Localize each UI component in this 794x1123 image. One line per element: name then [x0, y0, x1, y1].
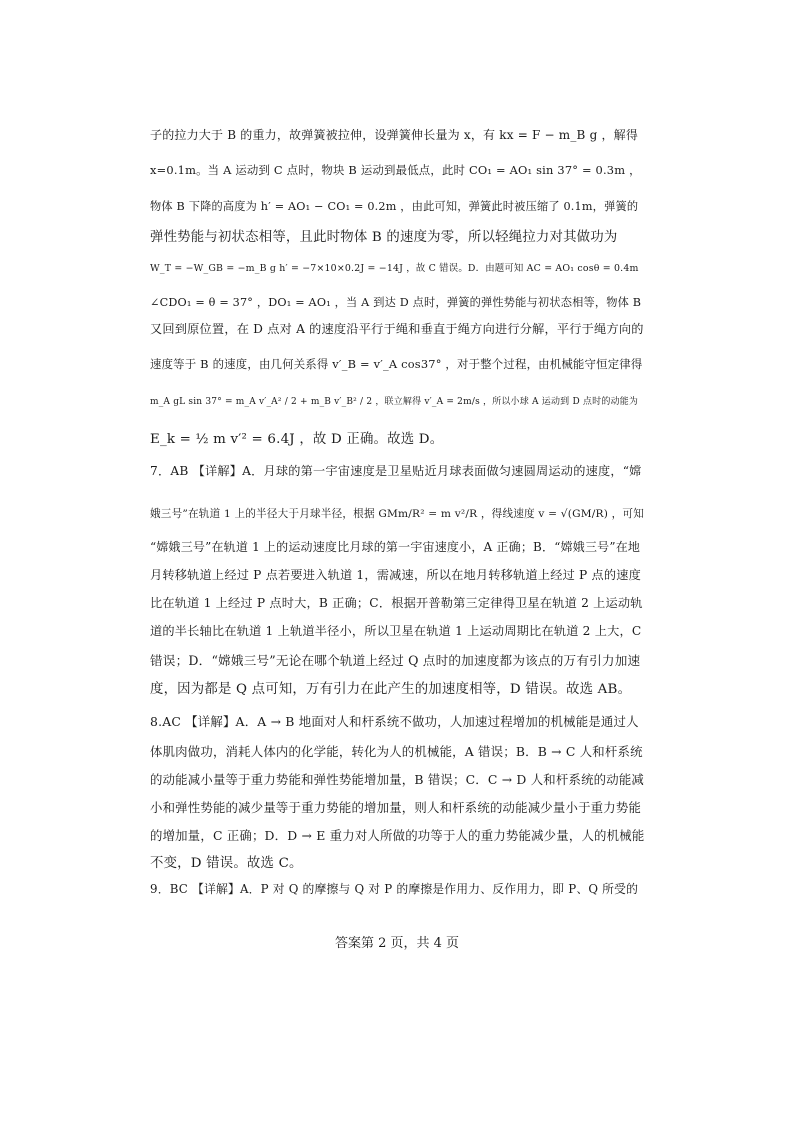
- text-line: 体肌肉做功，消耗人体内的化学能，转化为人的机械能，A 错误；B．B → C 人和杆系统: [150, 744, 643, 759]
- text-line: x=0.1m。当 A 运动到 C 点时，物块 B 运动到最低点，此时 CO₁ = AO₁ sin 37° = 0.3m ，: [150, 163, 641, 177]
- text-line: 物体 B 下降的高度为 h′ = AO₁ − CO₁ = 0.2m ，由此可知，弹簧此时被压缩了 0.1m，弹簧的: [150, 200, 639, 213]
- text-line: 度，因为都是 Q 点可知，万有引力在此产生的加速度相等，D 错误。故选 AB。: [150, 682, 632, 697]
- text-line: 8.AC 【详解】A．A → B 地面对人和杆系统不做功，人加速过程增加的机械能是通过人: [150, 714, 639, 729]
- text-line: 的增加量，C 正确；D．D → E 重力对人所做的功等于人的重力势能减少量，人的机械能: [150, 828, 645, 843]
- text-line: 9．BC 【详解】A．P 对 Q 的摩擦与 Q 对 P 的摩擦是作用力、反作用力，即 P、Q 所受的: [150, 882, 639, 896]
- text-line: 小和弹性势能的减少量等于重力势能的增加量，则人和杆系统的动能减少量小于重力势能: [150, 800, 642, 815]
- text-line: E_k = ½ m v′² = 6.4J ，故 D 正确。故选 D。: [150, 432, 444, 447]
- text-line: 月转移轨道上经过 P 点若要进入轨道 1，需减速，所以在地月转移轨道上经过 P 点的速度: [150, 568, 642, 582]
- text-line: “嫦娥三号”在轨道 1 上的运动速度比月球的第一宇宙速度小，A 正确；B．“嫦娥三号”在地: [150, 540, 641, 554]
- text-line: 7．AB 【详解】A．月球的第一宇宙速度是卫星贴近月球表面做匀速圆周运动的速度，“嫦: [150, 464, 642, 478]
- text-line: 又回到原位置，在 D 点对 A 的速度沿平行于绳和垂直于绳方向进行分解，平行于绳方向的: [150, 322, 644, 336]
- text-line: m_A gL sin 37° = m_A v′_A² / 2 + m_B v′_B² / 2 ，联立解得 v′_A = 2m/s ，所以小球 A 运动到 D 点时的动能为: [150, 397, 639, 407]
- text-line: 错误；D．“嫦娥三号”无论在哪个轨道上经过 Q 点时的加速度都为该点的万有引力加速: [150, 653, 641, 668]
- text-line: 弹性势能与初状态相等，且此时物体 B 的速度为零，所以轻绳拉力对其做功为: [150, 230, 618, 245]
- text-line: 不变，D 错误。故选 C。: [150, 856, 303, 871]
- page-footer: 答案第 2 页，共 4 页: [334, 936, 460, 951]
- text-line: W_T = −W_GB = −m_B g h′ = −7×10×0.2J = −14J ，故 C 错误。D．由题可知 AC = AO₁ cosθ = 0.4m: [150, 263, 639, 274]
- text-line: 道的半长轴比在轨道 1 上轨道半径小，所以卫星在轨道 1 上运动周期比在轨道 2 上大，C: [150, 624, 642, 638]
- text-line: 子的拉力大于 B 的重力，故弹簧被拉伸，设弹簧伸长量为 x，有 kx = F − m_B g ，解得: [150, 128, 639, 142]
- text-line: 娥三号”在轨道 1 上的半径大于月球半径，根据 GMm/R² = m v²/R ，得线速度 v = √(GM/R) ，可知: [150, 508, 645, 520]
- text-line: 比在轨道 1 上经过 P 点时大，B 正确；C．根据开普勒第三定律得卫星在轨道 2 上运动轨: [150, 596, 643, 610]
- text-line: ∠CDO₁ = θ = 37° ，DO₁ = AO₁ ，当 A 到达 D 点时，弹簧的弹性势能与初状态相等，物体 B: [150, 296, 642, 309]
- text-line: 速度等于 B 的速度，由几何关系得 v′_B = v′_A cos37° ，对于整个过程，由机械能守恒定律得: [150, 357, 643, 371]
- text-line: 的动能减小量等于重力势能和弹性势能增加量，B 错误；C．C → D 人和杆系统的动能减: [150, 772, 645, 787]
